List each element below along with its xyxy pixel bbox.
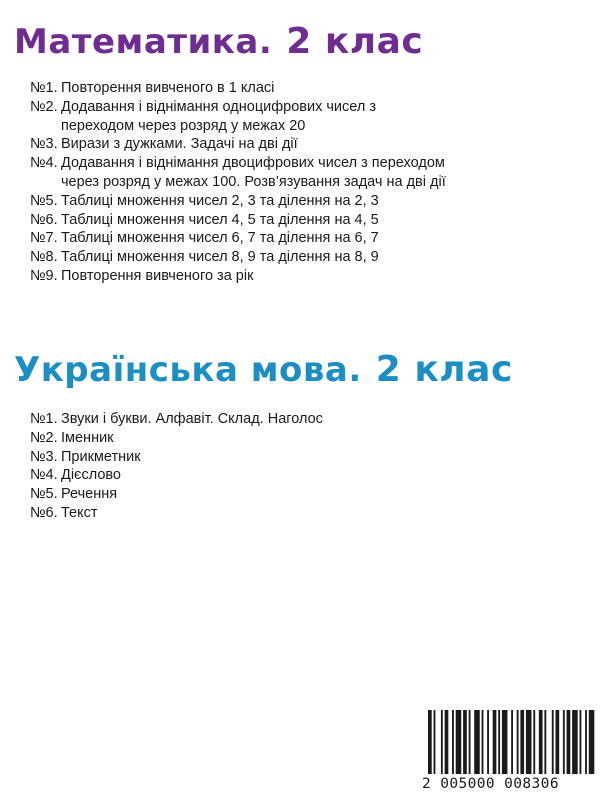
item-number: №3. xyxy=(30,448,58,465)
item-number: №5. xyxy=(30,192,58,209)
list-item xyxy=(30,135,500,154)
item-text: Додавання і віднімання двоцифрових чисел з переходом через розряд у межах 100. Розв’язування задач на дві дії xyxy=(61,155,446,190)
list-item xyxy=(30,211,500,230)
list-item xyxy=(30,448,450,467)
item-text: Текст xyxy=(61,504,98,521)
list-item xyxy=(30,98,500,136)
item-number: №2. xyxy=(30,429,58,446)
math-section-title xyxy=(14,21,424,62)
item-number: №6. xyxy=(30,504,58,521)
item-text: Додавання і віднімання одноцифрових чисел з переходом через розряд у межах 20 xyxy=(61,98,376,134)
ukrainian-title-grade: 2 клас xyxy=(375,349,513,390)
item-text: Дієслово xyxy=(61,467,121,484)
item-text: Вирази з дужками. Задачі на дві дії xyxy=(61,136,298,153)
item-number: №4. xyxy=(30,467,58,484)
item-text: Повторення вивченого за рік xyxy=(61,267,254,284)
list-item xyxy=(30,429,450,448)
math-contents-list xyxy=(30,79,500,286)
list-item xyxy=(30,485,450,504)
item-number: №2. xyxy=(30,98,58,115)
list-item xyxy=(30,229,500,248)
list-item xyxy=(30,248,500,267)
item-text: Таблиці множення чисел 8, 9 та ділення на 8, 9 xyxy=(61,249,379,266)
item-text: Таблиці множення чисел 6, 7 та ділення на 6, 7 xyxy=(61,230,379,247)
ukrainian-contents-list xyxy=(30,410,450,523)
item-text: Таблиці множення чисел 2, 3 та ділення на 2, 3 xyxy=(61,192,379,209)
barcode xyxy=(418,702,600,804)
item-number: №5. xyxy=(30,486,58,503)
item-number: №1. xyxy=(30,411,58,427)
item-text: Таблиці множення чисел 4, 5 та ділення на 4, 5 xyxy=(61,211,379,228)
ukrainian-title-word: Українська мова. xyxy=(14,350,362,390)
barcode-digits: 2 005000 008306 xyxy=(422,776,559,792)
item-text: Іменник xyxy=(61,429,114,446)
math-title-grade: 2 клас xyxy=(286,21,424,62)
item-text: Прикметник xyxy=(61,448,141,465)
list-item xyxy=(30,466,450,485)
item-text: Звуки і букви. Алфавіт. Склад. Наголос xyxy=(61,411,323,427)
item-text: Речення xyxy=(61,486,118,503)
list-item xyxy=(30,504,450,523)
item-number: №1. xyxy=(30,80,58,96)
barcode-bars-icon xyxy=(428,710,598,774)
item-number: №6. xyxy=(30,211,58,228)
list-item xyxy=(30,154,500,192)
item-number: №7. xyxy=(30,230,58,247)
item-text: Повторення вивченого в 1 класі xyxy=(61,80,275,96)
item-number: №9. xyxy=(30,267,58,284)
math-title-word: Математика. xyxy=(14,22,273,62)
ukrainian-section-title xyxy=(14,349,513,390)
item-number: №8. xyxy=(30,249,58,266)
item-number: №3. xyxy=(30,136,58,153)
list-item xyxy=(30,192,500,211)
item-number: №4. xyxy=(30,155,58,172)
list-item xyxy=(30,410,450,429)
list-item xyxy=(30,267,500,286)
list-item xyxy=(30,79,500,98)
